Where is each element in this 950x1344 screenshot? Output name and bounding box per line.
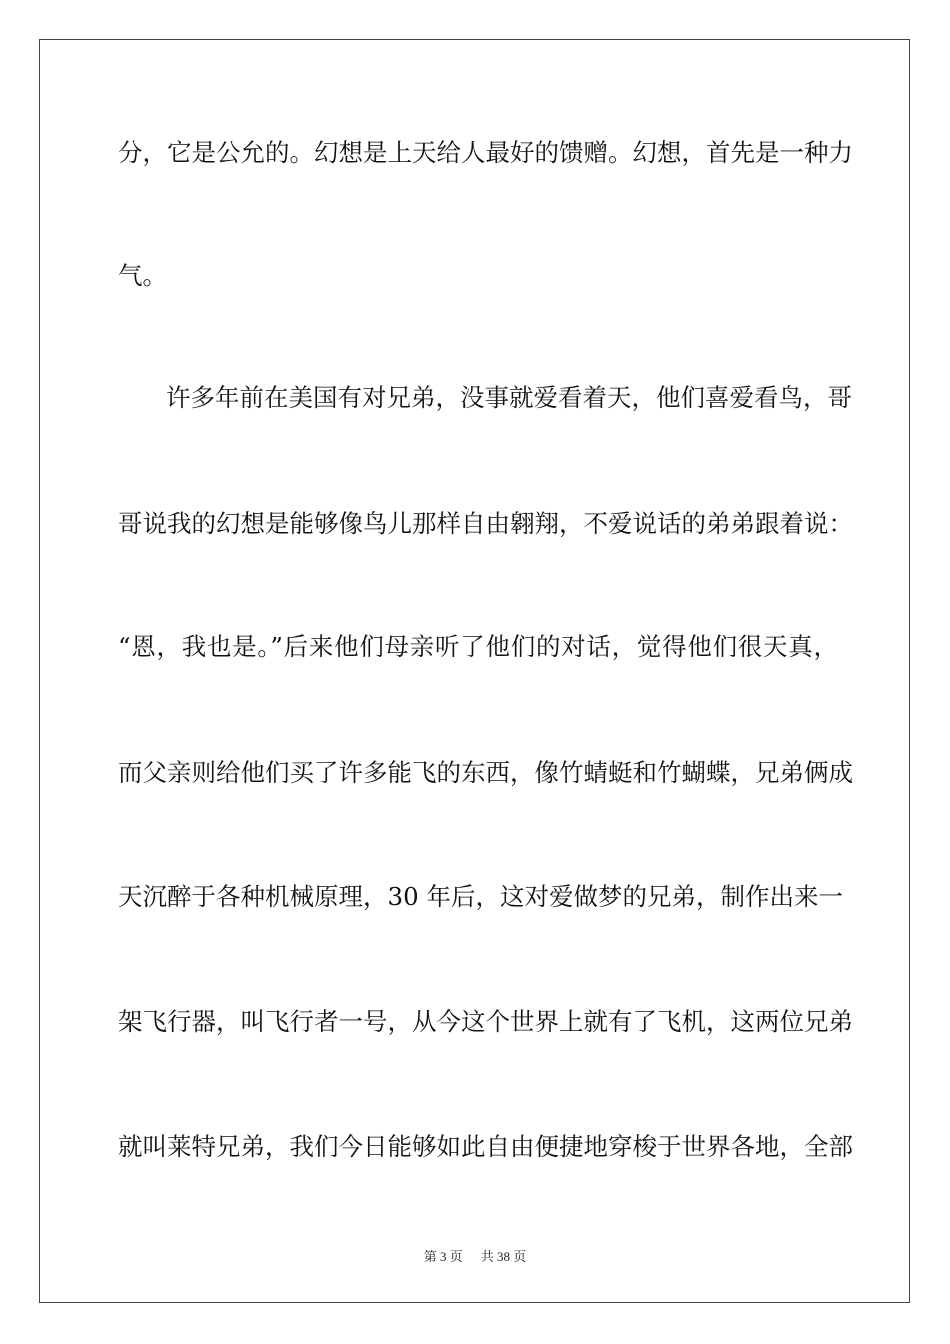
page-number: 第 3 页 <box>423 1249 463 1264</box>
text-line-9: 就叫莱特兄弟，我们今日能够如此自由便捷地穿梭于世界各地，全部 <box>118 1132 853 1161</box>
text-line-3: 许多年前在美国有对兄弟，没事就爱看着天，他们喜爱看鸟，哥 <box>166 383 852 412</box>
text-line-1: 分，它是公允的。幻想是上天给人最好的馈赠。幻想，首先是一种力 <box>118 138 853 167</box>
text-line-2: 气。 <box>118 261 167 290</box>
page-footer <box>0 1248 950 1266</box>
text-line-5: “恩，我也是。”后来他们母亲听了他们的对话，觉得他们很天真， <box>118 632 838 661</box>
text-line-6: 而父亲则给他们买了许多能飞的东西，像竹蜻蜓和竹蝴蝶，兄弟俩成 <box>118 758 853 787</box>
page-total: 共 38 页 <box>480 1249 527 1264</box>
text-line-7: 天沉醉于各种机械原理，30 年后，这对爱做梦的兄弟，制作出来一 <box>118 882 843 911</box>
page-border <box>39 39 910 1303</box>
text-line-8: 架飞行器，叫飞行者一号，从今这个世界上就有了飞机，这两位兄弟 <box>118 1007 853 1036</box>
text-line-4: 哥说我的幻想是能够像鸟儿那样自由翱翔，不爱说话的弟弟跟着说： <box>118 509 853 538</box>
